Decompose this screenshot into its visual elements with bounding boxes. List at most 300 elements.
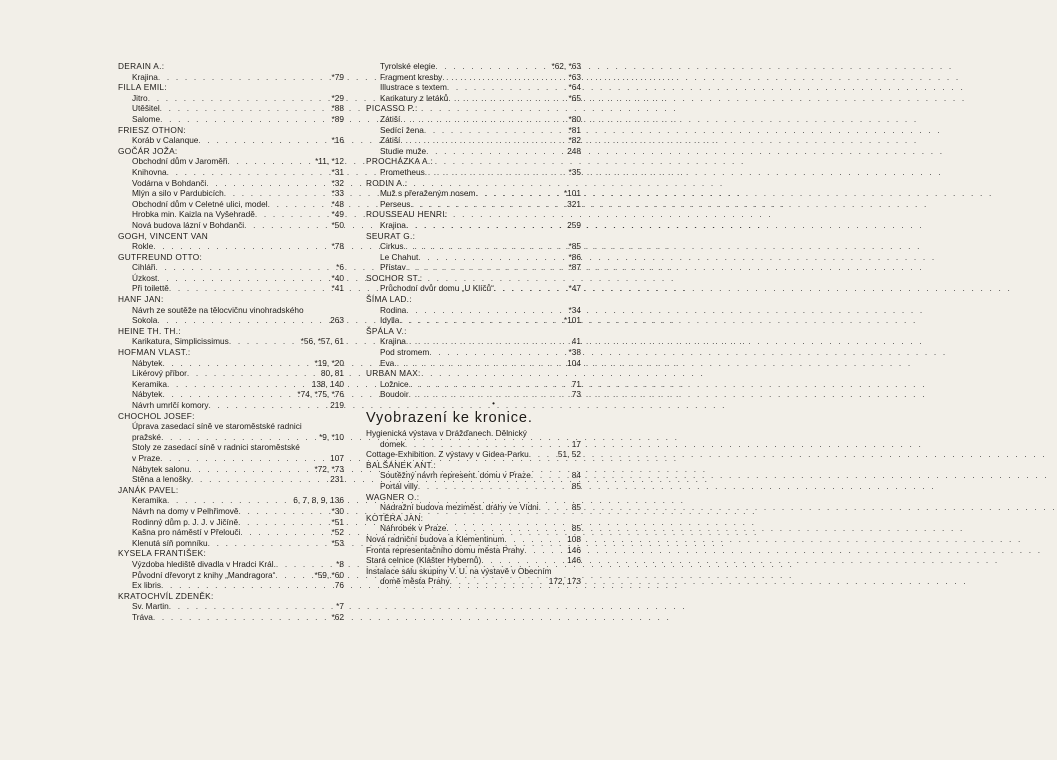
page-number: 146 — [567, 544, 581, 555]
entry-title: Nová radniční budova a Klementinum — [366, 533, 505, 544]
page-number: *59, *60 — [314, 569, 344, 580]
dot-leader — [399, 315, 562, 326]
page-number: *35 — [568, 166, 581, 177]
artist-name: SEURAT G.: — [366, 230, 416, 241]
index-entry — [366, 82, 581, 93]
dot-leader — [539, 502, 570, 513]
dot-leader — [161, 432, 317, 443]
page-number: 138, 140 — [311, 378, 344, 389]
dot-leader — [405, 439, 570, 450]
ornament-dot: • — [492, 399, 495, 408]
dot-leader — [153, 612, 330, 623]
index-entry — [366, 252, 581, 263]
index-entry — [118, 199, 344, 210]
index-entry — [118, 506, 344, 517]
artist-name: GUTFREUND OTTO: — [118, 251, 203, 262]
index-column-left — [118, 61, 344, 622]
index-entry — [366, 534, 581, 545]
index-entry — [118, 368, 344, 379]
dot-leader — [167, 495, 291, 506]
entry-title: Krajina — [132, 71, 158, 82]
page-number: 108 — [567, 533, 581, 544]
entry-title: Utěšitel — [132, 103, 160, 114]
index-entry — [366, 199, 581, 210]
entry-title: Rodinný dům p. J. J. v Jičíně — [132, 516, 239, 527]
artist-name: PROCHÁZKA A.: — [366, 156, 434, 167]
artist-name: BALŠÁNEK ANT.: — [366, 459, 437, 470]
index-entry — [118, 538, 344, 549]
dot-leader — [167, 167, 330, 178]
index-entry — [366, 283, 581, 294]
entry-title: Krajina — [380, 219, 406, 230]
index-entry — [366, 125, 581, 136]
page-number: 107 — [330, 452, 344, 463]
dot-leader — [239, 506, 330, 517]
chronicle-list — [366, 428, 581, 587]
page-number: *47 — [568, 283, 581, 294]
index-entry — [366, 449, 581, 460]
artist-name: KOTĚRA JAN: — [366, 512, 424, 523]
index-entry — [118, 209, 344, 220]
index-entry — [366, 545, 581, 556]
artist-name: FRIESZ OTHON: — [118, 124, 186, 135]
entry-title: Zátiší — [380, 113, 401, 124]
page-number: *79 — [331, 71, 344, 82]
artist-name: ŠPÁLA V.: — [366, 325, 407, 336]
index-entry — [118, 389, 344, 400]
entry-title: Průchodní dvůr domu „U Klíčů“ — [380, 283, 494, 294]
dot-leader — [156, 262, 335, 273]
page-number: *62, *63 — [551, 61, 581, 71]
entry-title: Rokle — [132, 241, 154, 252]
page-number: *65 — [568, 92, 581, 103]
page-number: *11, *12 — [315, 156, 344, 167]
index-entry — [118, 358, 344, 369]
artist-name: PICASSO P.: — [366, 103, 418, 114]
entry-title: Obchodní dům v Jaroměři — [132, 156, 228, 167]
entry-title: Fragment kresby — [380, 71, 443, 82]
dot-leader — [394, 358, 565, 369]
dot-leader — [400, 135, 566, 146]
artist-name: SOCHOR ST.: — [366, 272, 423, 283]
index-entry — [366, 220, 581, 231]
entry-title: Návrh ze soutěže na tělocvičnu vinohradského — [132, 304, 304, 315]
entry-title: Nová budova lázní v Bohdanči — [132, 219, 245, 230]
page-number: *80 — [568, 113, 581, 124]
index-entry — [118, 612, 344, 623]
index-entry — [118, 453, 344, 464]
index-entry — [366, 576, 581, 587]
index-entry — [118, 167, 344, 178]
entry-title: Portál villy — [380, 480, 418, 491]
index-entry — [118, 400, 344, 411]
index-entry — [118, 464, 344, 475]
dot-leader — [240, 527, 329, 538]
dot-leader — [167, 379, 310, 390]
index-entry — [366, 93, 581, 104]
dot-leader — [409, 389, 570, 400]
entry-title: Soutěžný návrh represent. domu v Praze — [380, 470, 531, 481]
entry-title: Hygienická výstava v Drážďanech. Dělnický — [366, 428, 527, 438]
dot-leader — [424, 125, 567, 136]
artists-list-right — [366, 61, 581, 407]
index-entry — [366, 389, 581, 400]
index-entry — [366, 358, 581, 369]
page-number: 321 — [567, 198, 581, 209]
dot-leader — [160, 103, 330, 114]
entry-title: Keramika — [132, 495, 168, 506]
index-entry — [118, 495, 344, 506]
page-number: 6, 7, 8, 9, 136 — [293, 495, 344, 506]
entry-title: Knihovna — [132, 166, 167, 177]
dot-leader — [400, 114, 566, 125]
page-number: *74, *75, *76 — [297, 389, 344, 400]
page-number: 85 — [571, 523, 581, 534]
dot-leader — [406, 336, 570, 347]
dot-leader — [158, 72, 330, 83]
index-entry — [366, 114, 581, 125]
page-number: *87 — [568, 262, 581, 273]
entry-title: Stará celnice (Klášter Hybernů) — [366, 555, 482, 566]
dot-leader — [524, 545, 565, 556]
index-entry — [118, 103, 344, 114]
index-entry — [366, 315, 581, 326]
index-entry — [366, 305, 581, 316]
index-entry — [366, 379, 581, 390]
entry-title: Likérový příbor — [132, 368, 187, 379]
dot-leader — [409, 379, 570, 390]
entry-title: Koráb v Calanque — [132, 135, 199, 146]
index-entry — [366, 502, 581, 513]
dot-leader — [187, 368, 319, 379]
index-entry — [118, 273, 344, 284]
index-entry — [118, 379, 344, 390]
index-entry — [118, 241, 344, 252]
page-number: 231 — [330, 474, 344, 485]
dot-leader — [406, 262, 567, 273]
page-number: *34 — [568, 304, 581, 315]
page-number: *33 — [331, 188, 344, 199]
dot-leader — [224, 188, 330, 199]
dot-leader — [161, 580, 333, 591]
index-entry — [118, 432, 344, 443]
entry-title: Idylla — [380, 315, 400, 326]
page-number: *85 — [568, 241, 581, 252]
page-number: *88 — [331, 103, 344, 114]
entry-title: Sv. Martin — [132, 601, 169, 612]
page-number: 17 — [571, 438, 581, 449]
page-number: *56, *57, 61 — [300, 336, 344, 347]
index-entry — [366, 262, 581, 273]
dot-leader — [191, 474, 328, 485]
dot-leader — [153, 241, 329, 252]
entry-title: Cihláři — [132, 262, 156, 273]
entry-title: Prometheus — [380, 166, 425, 177]
page-number: 84 — [571, 470, 581, 481]
artist-name: ROUSSEAU HENRI: — [366, 209, 448, 220]
index-entry — [366, 188, 581, 199]
dot-leader — [404, 241, 567, 252]
index-entry — [118, 559, 344, 570]
page-number: *40 — [331, 272, 344, 283]
page-number: *6 — [336, 262, 344, 273]
index-entry — [118, 220, 344, 231]
index-entry — [366, 523, 581, 534]
dot-leader — [169, 283, 330, 294]
page-number: *50 — [331, 219, 344, 230]
dot-leader — [418, 481, 570, 492]
index-entry — [118, 601, 344, 612]
page-number: *16 — [331, 135, 344, 146]
index-entry — [118, 114, 344, 125]
entry-title: Ložnice — [380, 378, 409, 389]
chronicle-heading: Vyobrazení ke kronice. — [366, 410, 533, 426]
page-number: *8 — [336, 558, 344, 569]
entry-title: Ex libris — [132, 580, 162, 591]
dot-leader — [189, 464, 312, 475]
dot-leader — [406, 305, 566, 316]
page-number: 85 — [571, 502, 581, 513]
index-entry — [366, 555, 581, 566]
entry-title: Výzdoba hlediště divadla v Hradci Král. — [132, 558, 276, 569]
entry-title: Eva — [380, 357, 395, 368]
entry-title: Přístav — [380, 262, 406, 273]
entry-title: Instalace sálu skupiny V. U. na výstavě v Obecním — [366, 565, 552, 576]
dot-leader — [238, 517, 329, 528]
page-number: *51 — [331, 516, 344, 527]
index-entry — [366, 439, 581, 450]
artist-name: RODIN A.: — [366, 177, 408, 188]
dot-leader — [208, 538, 330, 549]
page-number: *89 — [331, 113, 344, 124]
index-entry — [118, 72, 344, 83]
entry-title: Při toilettě — [132, 283, 169, 294]
index-entry — [366, 72, 581, 83]
entry-title: Návrh umrlčí komory — [132, 400, 209, 410]
entry-title: Mlýn a silo v Pardubicích — [132, 188, 224, 199]
entry-title: Stěna a lenošky — [132, 474, 192, 485]
entry-title: pražské — [132, 431, 162, 442]
artist-name: KYSELA FRANTIŠEK: — [118, 548, 207, 559]
entry-title: Tráva — [132, 611, 153, 622]
entry-title: Tyrolské elegie — [380, 61, 436, 71]
entry-title: Sedící žena — [380, 124, 424, 135]
index-column-right — [366, 61, 581, 587]
page-number: 41 — [571, 336, 581, 347]
index-entry — [366, 241, 581, 252]
dot-leader — [275, 570, 312, 581]
page-number: 80, 81 — [320, 368, 344, 379]
dot-leader — [157, 273, 329, 284]
entry-title: Illustrace s textem — [380, 82, 447, 93]
dot-leader — [475, 188, 561, 199]
entry-title: Úzkost — [132, 272, 158, 283]
entry-title: domek — [380, 438, 405, 449]
page-number: *29 — [331, 92, 344, 103]
dot-leader — [157, 315, 328, 326]
index-entry — [366, 167, 581, 178]
index-entry — [118, 93, 344, 104]
entry-title: Rodina — [380, 304, 407, 315]
artist-name: GOGH, VINCENT VAN — [118, 230, 209, 241]
index-entry — [118, 474, 344, 485]
entry-title: domě města Prahy — [380, 576, 450, 587]
dot-leader — [162, 389, 295, 400]
dot-leader — [160, 114, 329, 125]
entry-title: Pod stromem — [380, 347, 430, 358]
entry-title: Boudoir — [380, 389, 409, 400]
entry-title: Náhrobek v Praze — [380, 523, 447, 534]
page-number: *72, *73 — [314, 463, 344, 474]
page-number: *7 — [336, 601, 344, 612]
artist-name: ŠÍMA LAD.: — [366, 294, 412, 305]
entry-title: Salome — [132, 113, 161, 124]
entry-title: Muž s přeraženým nosem — [380, 188, 476, 199]
index-entry — [118, 580, 344, 591]
dot-leader — [429, 347, 566, 358]
entry-title: Krajina — [380, 336, 406, 347]
page-number: 248 — [567, 145, 581, 156]
page-number: 51, 52 — [557, 449, 581, 460]
index-entry — [366, 61, 581, 72]
entry-title: Keramika — [132, 378, 168, 389]
index-entry — [366, 481, 581, 492]
index-entry — [366, 336, 581, 347]
index-entry — [366, 347, 581, 358]
artist-name: HOFMAN VLAST.: — [118, 347, 191, 358]
artist-name: DERAIN A.: — [118, 61, 165, 71]
entry-title: Návrh na domy v Pelhřimově — [132, 505, 239, 516]
page-number: *52 — [331, 527, 344, 538]
dot-leader — [227, 156, 313, 167]
entry-title: Sokola — [132, 315, 158, 326]
page-number: 146 — [567, 555, 581, 566]
dot-leader — [529, 449, 556, 460]
page-number: *53 — [331, 537, 344, 548]
index-entry — [118, 262, 344, 273]
page-number: *81 — [568, 124, 581, 135]
entry-title: Vodárna v Bohdanči — [132, 177, 207, 188]
entry-title: Nábytek — [132, 389, 163, 400]
page-number: *49 — [331, 209, 344, 220]
entry-title: Cottage-Exhibition. Z výstavy v Gidea-Parku — [366, 449, 529, 460]
dot-leader — [268, 199, 330, 210]
page-number: 219 — [330, 400, 344, 410]
entry-title: Le Chahut — [380, 251, 419, 262]
index-entry — [118, 315, 344, 326]
artist-name: HEINE TH. TH.: — [118, 325, 181, 336]
page-number: *62 — [331, 611, 344, 622]
page-number: 259 — [567, 219, 581, 230]
index-entry — [118, 283, 344, 294]
artist-name: FILLA EMIL: — [118, 82, 167, 93]
dot-leader — [162, 358, 312, 369]
entry-title: Obchodní dům v Celetné ulici, model — [132, 198, 268, 209]
entry-title: Klenutá síň pomníku — [132, 537, 208, 548]
entry-title: Jitro — [132, 92, 148, 103]
dot-leader — [410, 199, 565, 210]
dot-leader — [418, 252, 566, 263]
dot-leader — [244, 220, 329, 231]
dot-leader — [531, 470, 570, 481]
dot-leader — [435, 61, 549, 72]
entry-title: Nábytek — [132, 357, 163, 368]
dot-leader — [447, 82, 567, 93]
entry-title: Perseus — [380, 198, 411, 209]
index-entry — [366, 135, 581, 146]
dot-leader — [446, 523, 569, 534]
page-number: *63 — [568, 71, 581, 82]
artist-name: WAGNER O.: — [366, 491, 420, 502]
page-number: *9, *10 — [319, 431, 344, 442]
dot-leader — [426, 146, 565, 157]
dot-leader — [206, 178, 329, 189]
page-number: 104 — [567, 357, 581, 368]
index-entry — [118, 188, 344, 199]
entry-title: Karikatury z letáků — [380, 92, 449, 103]
dot-leader — [209, 400, 329, 411]
dot-leader — [504, 534, 565, 545]
index-entry — [118, 135, 344, 146]
entry-title: Fronta representačního domu města Prahy — [366, 544, 525, 555]
page-number: *78 — [331, 241, 344, 252]
page-number: *64 — [568, 82, 581, 93]
artist-name: HANF JAN: — [118, 294, 164, 305]
index-entry — [118, 517, 344, 528]
entry-title: Studie muže — [380, 145, 427, 156]
dot-leader — [494, 283, 567, 294]
artist-name: GOČÁR JOŽA: — [118, 145, 178, 156]
entry-title: Karikatura, Simplicissimus — [132, 336, 229, 347]
dot-leader — [229, 336, 299, 347]
page-number: 85 — [571, 480, 581, 491]
dot-leader — [406, 220, 565, 231]
page-number: 263 — [330, 315, 344, 326]
index-entry — [366, 146, 581, 157]
entry-title: Hrobka min. Kaizla na Vyšehradě — [132, 209, 255, 220]
index-entry — [118, 178, 344, 189]
page-number: 76 — [334, 580, 344, 591]
artist-name: CHOCHOL JOSEF: — [118, 410, 195, 421]
artist-name: URBAN MAX: — [366, 368, 421, 379]
entry-title: Zátiší — [380, 135, 401, 146]
page-number: *48 — [331, 198, 344, 209]
entry-title: Cirkus — [380, 241, 404, 252]
dot-leader — [198, 135, 329, 146]
page-number: *38 — [568, 347, 581, 358]
index-entry — [118, 156, 344, 167]
entry-title: Nádražní budova meziměst. dráhy ve Vídni — [380, 502, 539, 513]
entry-title: v Praze — [132, 452, 161, 463]
page-number: *82 — [568, 135, 581, 146]
page-number: *19, *20 — [314, 357, 344, 368]
page-number: *101 — [563, 188, 581, 199]
entry-title: Nábytek salonu — [132, 463, 190, 474]
dot-leader — [450, 576, 547, 587]
artist-name: JANÁK PAVEL: — [118, 484, 179, 495]
entry-title: Kašna pro náměstí v Přelouči — [132, 527, 241, 538]
dot-leader — [255, 209, 330, 220]
page-number: *32 — [331, 177, 344, 188]
dot-leader — [169, 601, 334, 612]
dot-leader — [448, 93, 566, 104]
dot-leader — [442, 72, 566, 83]
entry-title: Úprava zasedací síně ve staroměstské radnici — [132, 421, 302, 432]
page-number: 172, 173 — [548, 576, 581, 587]
index-entry — [118, 570, 344, 581]
entry-title: Původní dřevoryt z knihy „Mandragora“ — [132, 569, 276, 580]
page-number: *30 — [331, 505, 344, 516]
